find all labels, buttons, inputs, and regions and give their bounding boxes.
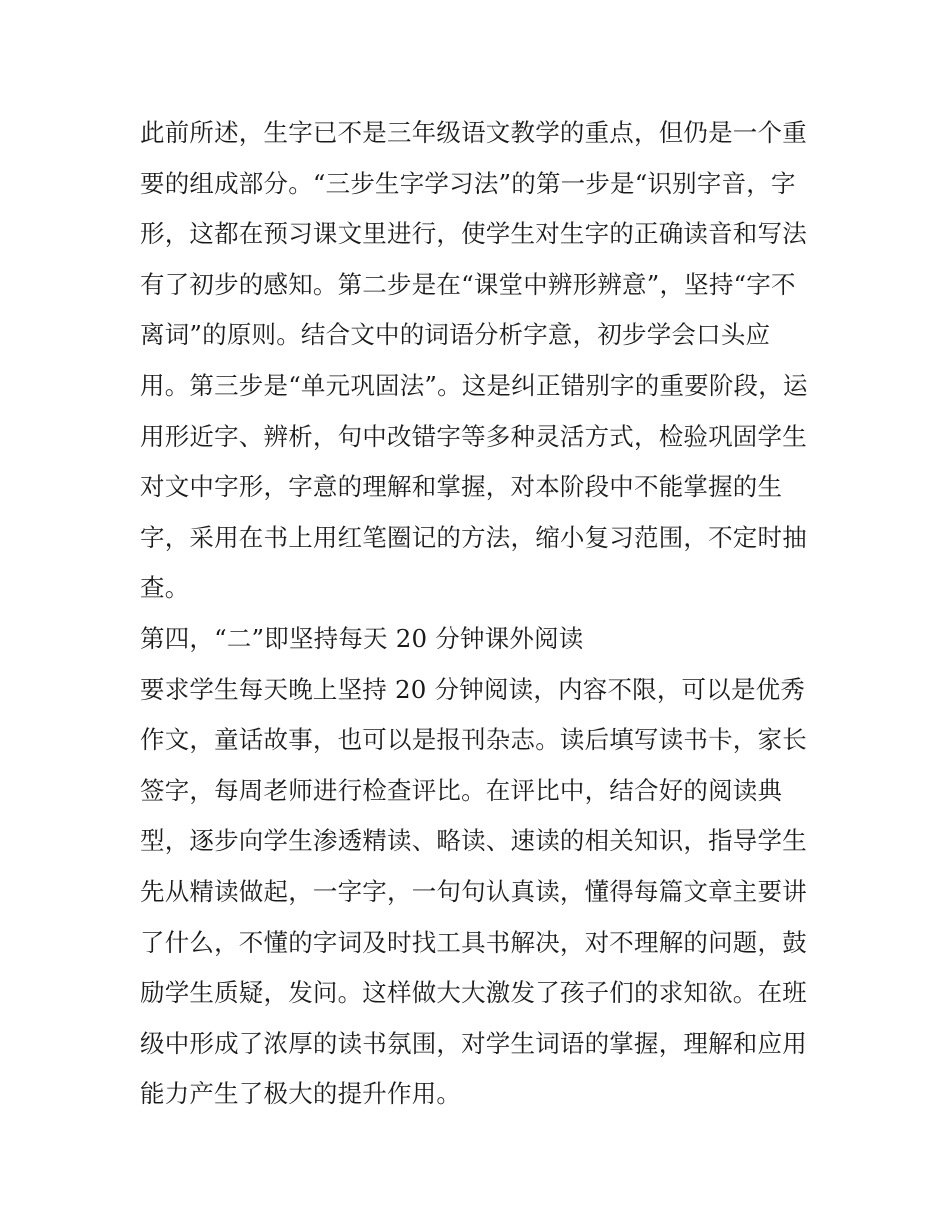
document-body: [140, 108, 820, 1120]
text-line-3: 形，这都在预习课文里进行，使学生对生字的正确读音和写法: [140, 219, 807, 249]
text-line-2: 要的组成部分。“三步生字学习法”的第一步是“识别字音，字: [140, 168, 796, 198]
text-line-20: 能力产生了极大的提升作用。: [140, 1079, 462, 1109]
text-line-14: 签字，每周老师进行检查评比。在评比中，结合好的阅读典: [140, 775, 783, 805]
text-line-1: 此前所述，生字已不是三年级语文教学的重点，但仍是一个重: [140, 118, 807, 147]
text-line-4: 有了初步的感知。第二步是在“课堂中辨形辨意”，坚持“字不: [140, 269, 796, 299]
text-line-9: 字，采用在书上用红笔圈记的方法，缩小复习范围，不定时抽: [140, 522, 807, 552]
text-line-8: 对文中字形，字意的理解和掌握，对本阶段中不能掌握的生: [140, 472, 783, 502]
text-line-7: 用形近字、辨析，句中改错字等多种灵活方式，检验巩固学生: [140, 421, 807, 451]
text-line-18: 励学生质疑，发问。这样做大大激发了孩子们的求知欲。在班: [140, 978, 807, 1008]
text-line-17: 了什么，不懂的字词及时找工具书解决，对不理解的问题，鼓: [140, 927, 807, 957]
text-line-16: 先从精读做起，一字字，一句句认真读，懂得每篇文章主要讲: [140, 876, 807, 906]
text-line-12: 要求学生每天晚上坚持 20 分钟阅读，内容不限，可以是优秀: [140, 674, 806, 704]
text-line-15: 型，逐步向学生渗透精读、略读、速读的相关知识，指导学生: [140, 826, 807, 856]
text-line-6: 用。第三步是“单元巩固法”。这是纠正错别字的重要阶段，运: [140, 370, 808, 400]
text-line-10: 查。: [140, 573, 190, 603]
text-line-13: 作文，童话故事，也可以是报刊杂志。读后填写读书卡，家长: [140, 725, 807, 755]
text-line-5: 离词”的原则。结合文中的词语分析字意，初步学会口头应: [140, 320, 771, 350]
text-line-19: 级中形成了浓厚的读书氛围，对学生词语的掌握，理解和应用: [140, 1028, 807, 1058]
section-heading: 第四，“二”即坚持每天 20 分钟课外阅读: [140, 623, 584, 653]
